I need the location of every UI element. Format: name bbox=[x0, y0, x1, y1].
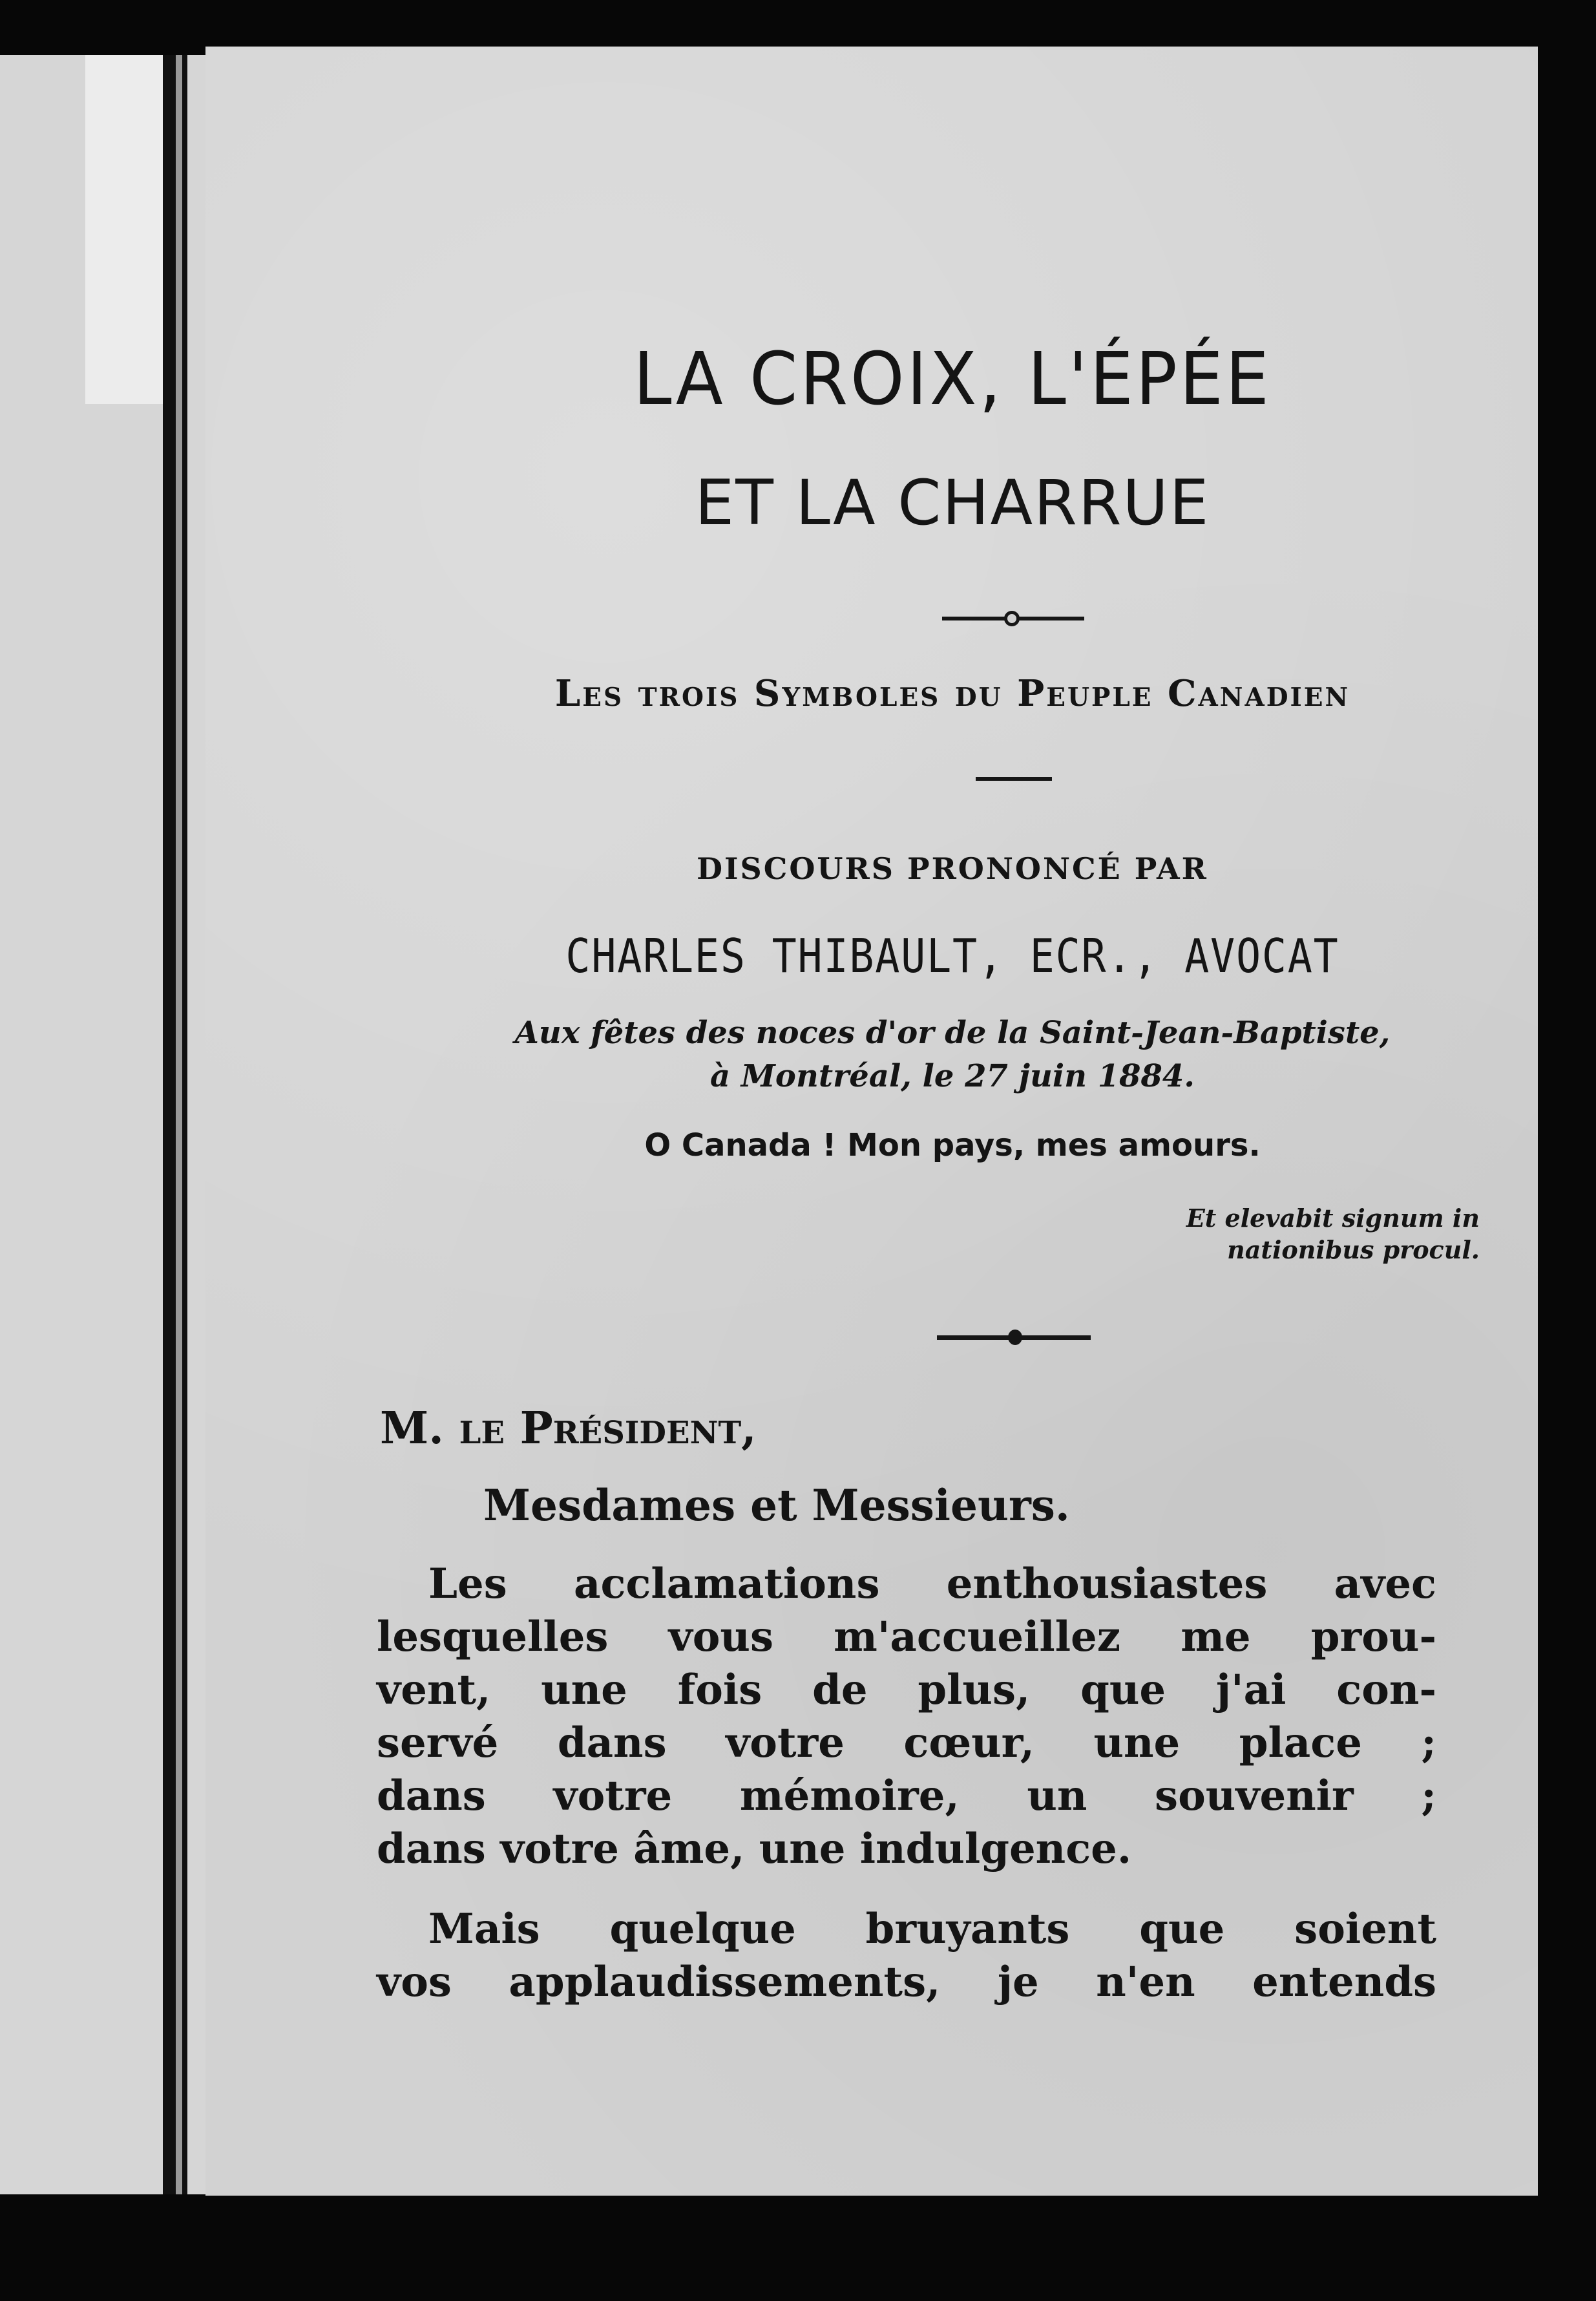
book-spine bbox=[163, 55, 187, 2194]
text-line: Les acclamations enthousiastes avec bbox=[428, 1560, 1436, 1608]
ornament-divider-2 bbox=[937, 1335, 1091, 1340]
spine-stitching bbox=[176, 55, 182, 2194]
text-line: dans votre mémoire, un souvenir ; bbox=[377, 1772, 1436, 1820]
latin-epigraph: Et elevabit signum in nationibus procul. bbox=[1186, 1204, 1480, 1265]
occasion-line-1: Aux fêtes des noces d'or de la Saint-Jean-Baptiste, bbox=[514, 1015, 1391, 1051]
title-line-1: LA CROIX, L'ÉPÉE bbox=[633, 337, 1272, 421]
text-line: vos applaudissements, je n'en entends bbox=[377, 1958, 1436, 2006]
discours-line: DISCOURS PRONONCÉ PAR bbox=[697, 851, 1208, 886]
ornament-divider-1 bbox=[942, 617, 1084, 620]
greeting: Mesdames et Messieurs. bbox=[483, 1480, 1070, 1531]
ornament-dot-icon bbox=[1004, 611, 1020, 626]
speech-body bbox=[377, 1558, 1436, 2036]
motto: O Canada ! Mon pays, mes amours. bbox=[644, 1127, 1261, 1163]
text-line: vent, une fois de plus, que j'ai con- bbox=[377, 1666, 1436, 1714]
paper-edge bbox=[85, 55, 169, 404]
paragraph bbox=[377, 1903, 1436, 2009]
title-line-2: ET LA CHARRUE bbox=[695, 467, 1210, 539]
author-name: CHARLES THIBAULT, ECR., AVOCAT bbox=[565, 929, 1339, 983]
short-rule bbox=[976, 777, 1052, 781]
text-line: Mais quelque bruyants que soient bbox=[428, 1905, 1436, 1953]
text-line: servé dans votre cœur, une place ; bbox=[377, 1719, 1436, 1767]
text-line: dans votre âme, une indulgence. bbox=[377, 1825, 1132, 1873]
document-page bbox=[205, 47, 1538, 2196]
occasion-line-2: à Montréal, le 27 juin 1884. bbox=[709, 1058, 1195, 1094]
text-line: lesquelles vous m'accueillez me prou- bbox=[377, 1613, 1436, 1661]
ornament-dot-icon bbox=[1008, 1330, 1022, 1345]
salutation: M. le Président, bbox=[380, 1403, 757, 1454]
subtitle: Les trois Symboles du Peuple Canadien bbox=[554, 672, 1350, 715]
paragraph bbox=[377, 1558, 1436, 1876]
